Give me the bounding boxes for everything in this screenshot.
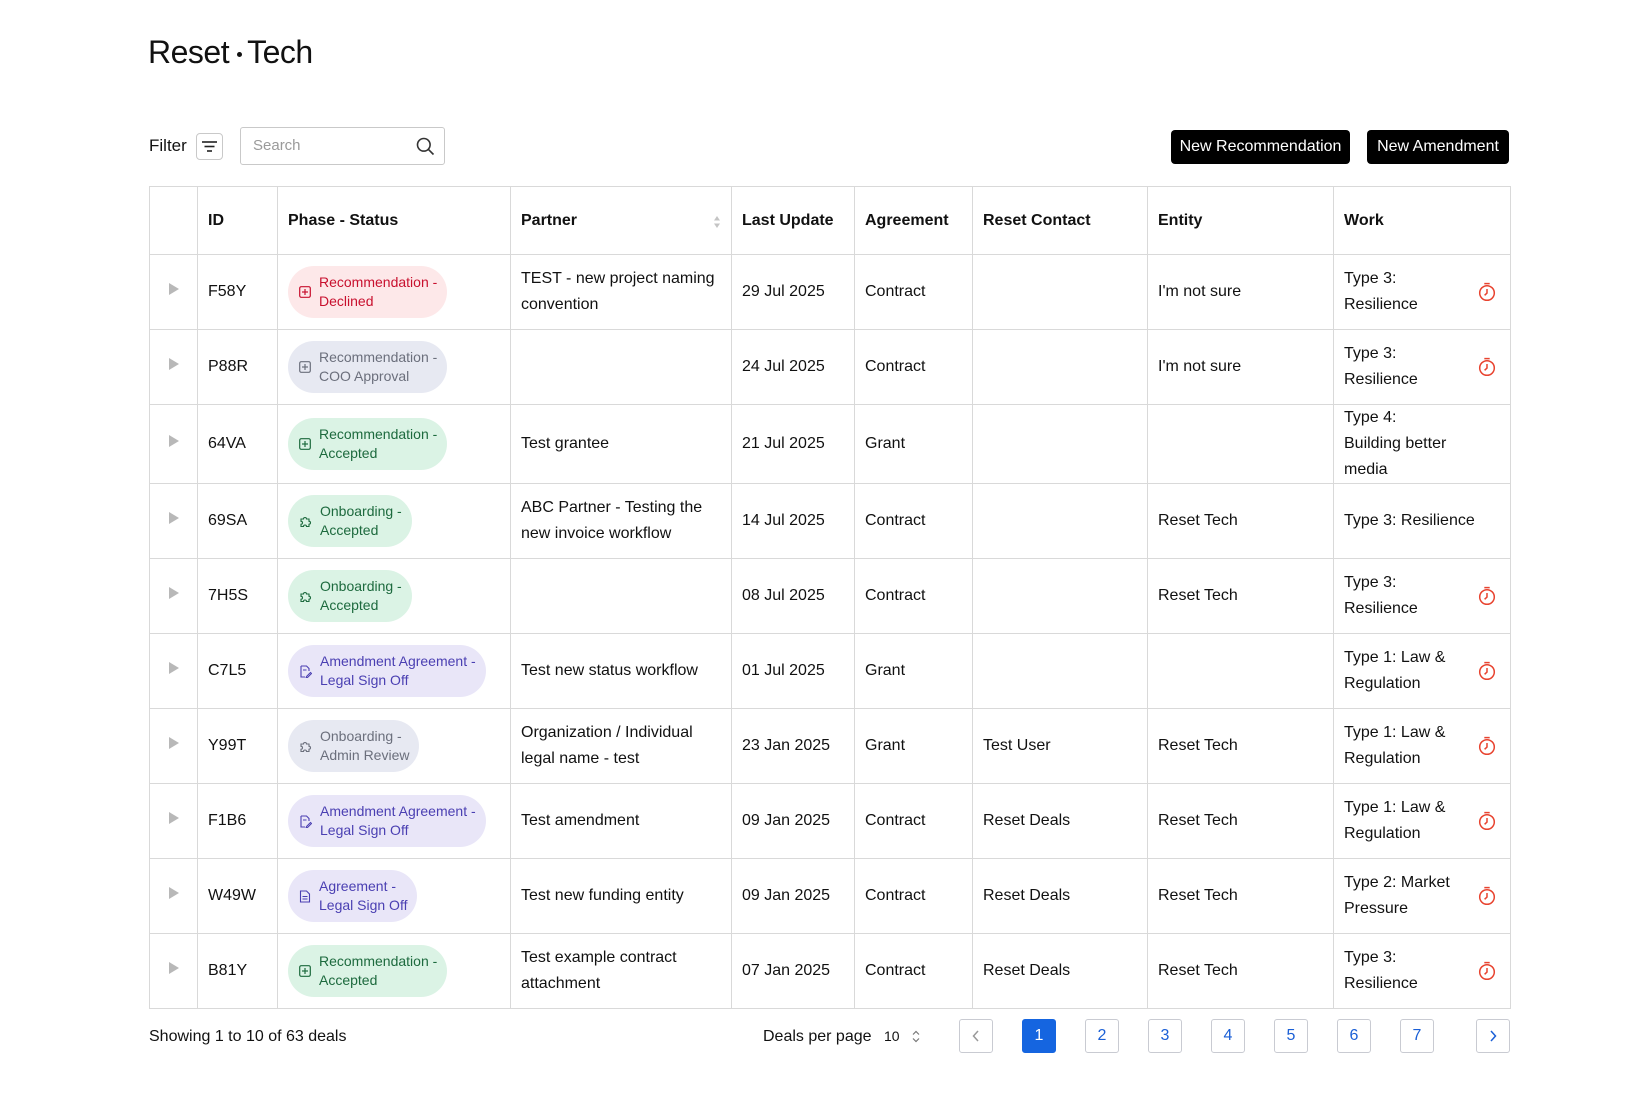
- brand-name-left: Reset: [148, 34, 230, 70]
- column-header-expand: [150, 187, 198, 255]
- expand-row-icon[interactable]: [168, 887, 180, 904]
- cell-entity: I'm not sure: [1148, 255, 1334, 330]
- expand-row-icon[interactable]: [168, 962, 180, 979]
- column-header-last-update[interactable]: Last Update: [732, 187, 855, 255]
- document-edit-icon: [299, 815, 312, 828]
- document-edit-icon: [299, 665, 312, 678]
- cell-partner: [511, 559, 732, 634]
- status-line-2: Declined: [319, 293, 374, 309]
- timer-icon[interactable]: [1477, 586, 1497, 615]
- status-badge[interactable]: [288, 570, 412, 622]
- status-line-1: Recommendation -: [319, 426, 438, 442]
- page-button-7[interactable]: 7: [1400, 1019, 1434, 1053]
- cell-last-update: 29 Jul 2025: [732, 255, 855, 330]
- cell-agreement: Grant: [855, 709, 973, 784]
- table-row[interactable]: [150, 484, 1511, 559]
- cell-work: [1334, 484, 1511, 559]
- cell-phase-status: [278, 255, 511, 330]
- brand-name-right: Tech: [247, 34, 313, 70]
- cell-agreement: Contract: [855, 934, 973, 1009]
- cell-id: B81Y: [198, 934, 278, 1009]
- sort-arrows-icon[interactable]: [713, 214, 721, 230]
- cell-reset-contact: [973, 330, 1148, 405]
- expand-row-icon[interactable]: [168, 587, 180, 604]
- status-text: [320, 652, 476, 690]
- status-text: [320, 577, 402, 615]
- status-line-2: COO Approval: [319, 368, 410, 384]
- status-badge[interactable]: [288, 795, 486, 847]
- search-box: [240, 127, 445, 165]
- cell-agreement: Contract: [855, 330, 973, 405]
- cell-work: [1334, 559, 1511, 634]
- cell-id: C7L5: [198, 634, 278, 709]
- status-text: [319, 273, 437, 311]
- status-line-2: Legal Sign Off: [319, 897, 408, 913]
- page-button-1[interactable]: 1: [1022, 1019, 1056, 1053]
- cell-entity: [1148, 405, 1334, 484]
- cell-work: [1334, 784, 1511, 859]
- column-header-entity[interactable]: Entity: [1148, 187, 1334, 255]
- cell-work: [1334, 330, 1511, 405]
- cell-entity: Reset Tech: [1148, 484, 1334, 559]
- table-row[interactable]: [150, 559, 1511, 634]
- cell-entity: Reset Tech: [1148, 559, 1334, 634]
- status-line-1: Amendment Agreement -: [320, 803, 476, 819]
- expand-row-icon[interactable]: [168, 512, 180, 529]
- expand-cell: [150, 255, 198, 330]
- cell-phase-status: [278, 709, 511, 784]
- cell-last-update: 24 Jul 2025: [732, 330, 855, 405]
- status-badge[interactable]: [288, 495, 412, 547]
- status-text: [319, 877, 407, 915]
- chevron-right-icon: [1489, 1030, 1497, 1042]
- status-text: [320, 502, 402, 540]
- per-page-label: Deals per page: [763, 1028, 872, 1045]
- work-type: Type 3: Resilience: [1344, 270, 1418, 313]
- cell-id: F1B6: [198, 784, 278, 859]
- column-header-work[interactable]: Work: [1334, 187, 1511, 255]
- cell-phase-status: [278, 330, 511, 405]
- cell-entity: [1148, 634, 1334, 709]
- cell-phase-status: [278, 484, 511, 559]
- status-badge[interactable]: [288, 720, 419, 772]
- status-badge[interactable]: [288, 266, 447, 318]
- document-icon: [299, 890, 311, 903]
- work-type: Type 3: Resilience: [1344, 574, 1418, 617]
- status-badge[interactable]: [288, 945, 447, 997]
- square-plus-icon: [299, 286, 311, 298]
- expand-cell: [150, 634, 198, 709]
- cell-entity: I'm not sure: [1148, 330, 1334, 405]
- status-line-1: Onboarding -: [320, 503, 402, 519]
- expand-cell: [150, 484, 198, 559]
- status-line-1: Onboarding -: [320, 728, 402, 744]
- cell-reset-contact: Reset Deals: [973, 859, 1148, 934]
- cell-id: 7H5S: [198, 559, 278, 634]
- table-row[interactable]: [150, 405, 1511, 484]
- work-type: Type 3: Resilience: [1344, 345, 1418, 388]
- timer-icon[interactable]: [1477, 961, 1497, 990]
- cell-partner: [511, 330, 732, 405]
- cell-partner: Test new funding entity: [511, 859, 732, 934]
- expand-row-icon[interactable]: [168, 737, 180, 754]
- cell-reset-contact: Reset Deals: [973, 934, 1148, 1009]
- cell-phase-status: [278, 859, 511, 934]
- timer-icon[interactable]: [1477, 736, 1497, 765]
- cell-work: [1334, 859, 1511, 934]
- table-row[interactable]: [150, 709, 1511, 784]
- expand-cell: [150, 330, 198, 405]
- status-line-1: Agreement -: [319, 878, 397, 894]
- cell-agreement: Contract: [855, 255, 973, 330]
- per-page-value: 10: [884, 1028, 900, 1044]
- timer-icon[interactable]: [1477, 661, 1497, 690]
- timer-icon[interactable]: [1477, 357, 1497, 386]
- cell-last-update: 09 Jan 2025: [732, 859, 855, 934]
- square-plus-icon: [299, 361, 311, 373]
- status-text: [320, 802, 476, 840]
- status-badge[interactable]: [288, 870, 417, 922]
- cell-partner: Test new status workflow: [511, 634, 732, 709]
- cell-last-update: 14 Jul 2025: [732, 484, 855, 559]
- cell-phase-status: [278, 559, 511, 634]
- per-page-select[interactable]: [884, 1028, 920, 1044]
- cell-partner: Organization / Individual legal name - test: [511, 709, 732, 784]
- column-header-phase-status[interactable]: Phase - Status: [278, 187, 511, 255]
- status-line-1: Onboarding -: [320, 578, 402, 594]
- column-header-agreement[interactable]: Agreement: [855, 187, 973, 255]
- cell-last-update: 09 Jan 2025: [732, 784, 855, 859]
- cell-id: 69SA: [198, 484, 278, 559]
- table-body: [150, 255, 1511, 1009]
- page-button-3[interactable]: 3: [1148, 1019, 1182, 1053]
- expand-cell: [150, 559, 198, 634]
- brand-dot: [237, 52, 242, 57]
- cell-work: [1334, 255, 1511, 330]
- puzzle-icon: [299, 515, 312, 528]
- cell-phase-status: [278, 405, 511, 484]
- cell-partner: TEST - new project naming convention: [511, 255, 732, 330]
- cell-partner: Test amendment: [511, 784, 732, 859]
- cell-id: F58Y: [198, 255, 278, 330]
- status-line-1: Recommendation -: [319, 953, 438, 969]
- cell-last-update: 21 Jul 2025: [732, 405, 855, 484]
- cell-partner: Test grantee: [511, 405, 732, 484]
- status-line-2: Legal Sign Off: [320, 822, 409, 838]
- expand-cell: [150, 784, 198, 859]
- cell-partner: ABC Partner - Testing the new invoice workflow: [511, 484, 732, 559]
- column-header-partner-label: Partner: [521, 211, 578, 229]
- cell-entity: Reset Tech: [1148, 934, 1334, 1009]
- select-chevrons-icon: [912, 1030, 920, 1043]
- pagination-footer: [149, 1019, 1510, 1053]
- new-amendment-button[interactable]: New Amendment: [1367, 130, 1509, 164]
- timer-icon[interactable]: [1477, 282, 1497, 311]
- table-row[interactable]: [150, 859, 1511, 934]
- cell-phase-status: [278, 634, 511, 709]
- status-line-2: Accepted: [319, 972, 378, 988]
- cell-reset-contact: [973, 484, 1148, 559]
- cell-id: Y99T: [198, 709, 278, 784]
- chevron-left-icon: [972, 1030, 980, 1042]
- cell-reset-contact: [973, 559, 1148, 634]
- cell-reset-contact: Reset Deals: [973, 784, 1148, 859]
- status-line-1: Amendment Agreement -: [320, 653, 476, 669]
- cell-phase-status: [278, 934, 511, 1009]
- next-page-button[interactable]: [1476, 1019, 1510, 1053]
- cell-work: [1334, 709, 1511, 784]
- status-badge[interactable]: [288, 418, 447, 470]
- filter-lines-icon: [202, 141, 217, 152]
- new-recommendation-button[interactable]: New Recommendation: [1171, 130, 1350, 164]
- status-line-2: Accepted: [320, 597, 379, 613]
- cell-work: [1334, 634, 1511, 709]
- page-button-5[interactable]: 5: [1274, 1019, 1308, 1053]
- cell-last-update: 23 Jan 2025: [732, 709, 855, 784]
- cell-agreement: Contract: [855, 784, 973, 859]
- deals-table: [149, 186, 1511, 1009]
- status-text: [319, 348, 437, 386]
- puzzle-icon: [299, 590, 312, 603]
- cell-reset-contact: [973, 634, 1148, 709]
- table-row[interactable]: [150, 634, 1511, 709]
- status-badge[interactable]: [288, 645, 486, 697]
- cell-id: W49W: [198, 859, 278, 934]
- cell-reset-contact: Test User: [973, 709, 1148, 784]
- filter-button[interactable]: [196, 133, 223, 160]
- cell-reset-contact: [973, 405, 1148, 484]
- status-text: [319, 952, 437, 990]
- cell-agreement: Grant: [855, 405, 973, 484]
- cell-last-update: 08 Jul 2025: [732, 559, 855, 634]
- column-header-reset-contact[interactable]: Reset Contact: [973, 187, 1148, 255]
- status-line-2: Accepted: [319, 445, 378, 461]
- cell-work: [1334, 934, 1511, 1009]
- expand-row-icon[interactable]: [168, 435, 180, 452]
- table-row[interactable]: [150, 330, 1511, 405]
- cell-agreement: Contract: [855, 859, 973, 934]
- work-type: Type 1: Law & Regulation: [1344, 724, 1446, 767]
- status-text: [320, 727, 409, 765]
- expand-row-icon[interactable]: [168, 283, 180, 300]
- work-type: Type 4: Building better media: [1344, 409, 1447, 478]
- cell-agreement: Contract: [855, 559, 973, 634]
- cell-entity: Reset Tech: [1148, 709, 1334, 784]
- cell-agreement: Contract: [855, 484, 973, 559]
- status-line-2: Admin Review: [320, 747, 410, 763]
- timer-icon[interactable]: [1477, 811, 1497, 840]
- page-button-2[interactable]: 2: [1085, 1019, 1119, 1053]
- table-row[interactable]: [150, 255, 1511, 330]
- puzzle-icon: [299, 740, 312, 753]
- cell-partner: Test example contract attachment: [511, 934, 732, 1009]
- timer-icon[interactable]: [1477, 886, 1497, 915]
- cell-id: P88R: [198, 330, 278, 405]
- cell-id: 64VA: [198, 405, 278, 484]
- cell-work: [1334, 405, 1511, 484]
- status-text: [319, 425, 437, 463]
- page-button-4[interactable]: 4: [1211, 1019, 1245, 1053]
- table-header-row: [150, 187, 1511, 255]
- search-icon[interactable]: [416, 137, 435, 156]
- search-input[interactable]: [253, 137, 413, 154]
- expand-row-icon[interactable]: [168, 812, 180, 829]
- square-plus-icon: [299, 438, 311, 450]
- prev-page-button[interactable]: [959, 1019, 993, 1053]
- toolbar: [149, 127, 1510, 165]
- column-header-partner[interactable]: [511, 187, 732, 255]
- work-type: Type 2: Market Pressure: [1344, 874, 1450, 917]
- status-line-1: Recommendation -: [319, 349, 438, 365]
- status-line-2: Accepted: [320, 522, 379, 538]
- expand-cell: [150, 709, 198, 784]
- table-row[interactable]: [150, 784, 1511, 859]
- expand-row-icon[interactable]: [168, 358, 180, 375]
- cell-phase-status: [278, 784, 511, 859]
- work-type: Type 1: Law & Regulation: [1344, 799, 1446, 842]
- square-plus-icon: [299, 965, 311, 977]
- column-header-id[interactable]: ID: [198, 187, 278, 255]
- cell-last-update: 01 Jul 2025: [732, 634, 855, 709]
- status-badge[interactable]: [288, 341, 447, 393]
- brand-logo[interactable]: [148, 34, 313, 71]
- cell-last-update: 07 Jan 2025: [732, 934, 855, 1009]
- work-type: Type 3: Resilience: [1344, 512, 1475, 529]
- work-type: Type 3: Resilience: [1344, 949, 1418, 992]
- page-button-6[interactable]: 6: [1337, 1019, 1371, 1053]
- status-line-2: Legal Sign Off: [320, 672, 409, 688]
- showing-count: Showing 1 to 10 of 63 deals: [149, 1028, 347, 1045]
- status-line-1: Recommendation -: [319, 274, 438, 290]
- table-row[interactable]: [150, 934, 1511, 1009]
- expand-cell: [150, 934, 198, 1009]
- expand-cell: [150, 405, 198, 484]
- filter-label: Filter: [149, 136, 187, 155]
- expand-row-icon[interactable]: [168, 662, 180, 679]
- cell-entity: Reset Tech: [1148, 784, 1334, 859]
- work-type: Type 1: Law & Regulation: [1344, 649, 1446, 692]
- cell-entity: Reset Tech: [1148, 859, 1334, 934]
- cell-reset-contact: [973, 255, 1148, 330]
- expand-cell: [150, 859, 198, 934]
- cell-agreement: Grant: [855, 634, 973, 709]
